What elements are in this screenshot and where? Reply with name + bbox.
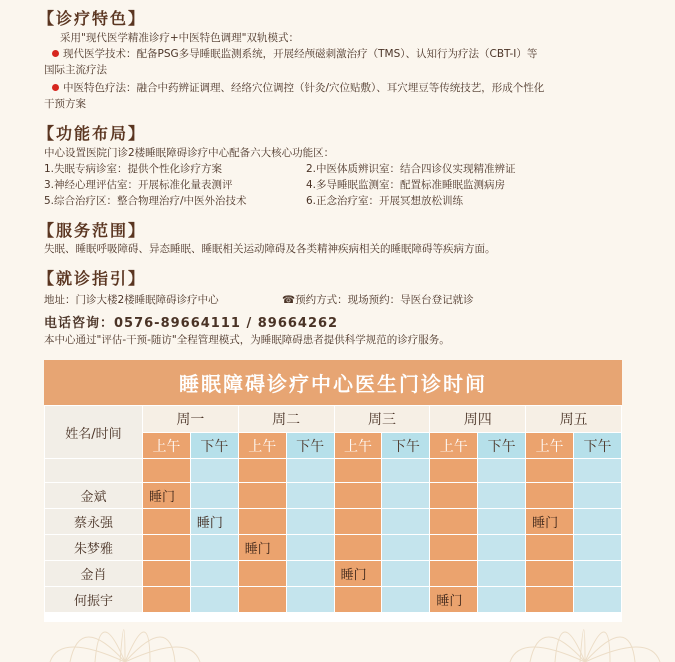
phone-text: 电话咨询：0576-89664111 / 89664262 <box>44 316 339 331</box>
slot-cell <box>286 459 334 483</box>
slot-cell <box>143 459 191 483</box>
booking-text: ☎预约方式：现场预约：导医台登记就诊 <box>282 294 474 306</box>
slot-cell: 睡门 <box>190 509 238 535</box>
slot-cell: 睡门 <box>430 587 478 613</box>
slot-cell <box>190 535 238 561</box>
slot-cell <box>430 459 478 483</box>
room-item: 1.失眠专病诊室：提供个性化诊疗方案 <box>44 163 223 175</box>
slot-cell <box>478 483 526 509</box>
slot-cell <box>382 509 430 535</box>
spacer-cell <box>45 459 143 483</box>
day-header: 周二 <box>238 406 334 433</box>
doctor-name: 蔡永强 <box>45 509 143 535</box>
slot-cell <box>574 509 622 535</box>
features-title: 【诊疗特色】 <box>38 9 147 28</box>
modern-medicine-line-cont: 国际主流疗法 <box>44 64 107 76</box>
doctor-name: 朱梦雅 <box>45 535 143 561</box>
slot-cell <box>478 561 526 587</box>
am-header: 上午 <box>430 433 478 459</box>
slot-cell <box>430 561 478 587</box>
slot-cell <box>574 459 622 483</box>
schedule-title: 睡眠障碍诊疗中心医生门诊时间 <box>44 360 622 405</box>
slot-cell <box>574 587 622 613</box>
am-header: 上午 <box>334 433 382 459</box>
layout-intro: 中心设置医院门诊2楼睡眠障碍诊疗中心配备六大核心功能区： <box>44 147 335 159</box>
slot-cell <box>382 561 430 587</box>
slot-cell <box>238 561 286 587</box>
slot-cell <box>526 535 574 561</box>
slot-cell <box>238 459 286 483</box>
room-item: 6.正念治疗室：开展冥想放松训练 <box>306 195 464 207</box>
slot-cell <box>430 535 478 561</box>
corner-header: 姓名/时间 <box>45 406 143 459</box>
day-header: 周三 <box>334 406 430 433</box>
slot-cell <box>478 459 526 483</box>
slot-cell <box>526 587 574 613</box>
slot-cell <box>143 561 191 587</box>
room-item: 2.中医体质辨识室：结合四诊仪实现精准辨证 <box>306 163 516 175</box>
schedule-table <box>44 360 622 622</box>
slot-cell <box>574 561 622 587</box>
slot-cell <box>286 587 334 613</box>
table-row <box>45 483 622 509</box>
slot-cell <box>238 587 286 613</box>
slot-cell: 睡门 <box>334 561 382 587</box>
scope-title: 【服务范围】 <box>38 221 147 240</box>
slot-cell <box>334 459 382 483</box>
slot-cell <box>334 483 382 509</box>
table-row <box>45 587 622 613</box>
slot-cell <box>286 535 334 561</box>
slot-cell <box>143 587 191 613</box>
modern-medicine-line: 现代医学技术：配备PSG多导睡眠监测系统，开展经颅磁刺激治疗（TMS）、认知行为疗法（CBT-I）等 <box>52 46 635 62</box>
slot-cell <box>382 459 430 483</box>
slot-cell <box>526 483 574 509</box>
slot-cell: 睡门 <box>526 509 574 535</box>
am-header: 上午 <box>526 433 574 459</box>
table-row <box>45 535 622 561</box>
table-row <box>45 561 622 587</box>
pm-header: 下午 <box>286 433 334 459</box>
slot-cell <box>334 587 382 613</box>
guide-note: 本中心通过"评估-干预-随访"全程管理模式，为睡眠障碍患者提供科学规范的诊疗服务。 <box>44 334 450 346</box>
slot-cell <box>430 509 478 535</box>
slot-cell <box>478 509 526 535</box>
slot-cell <box>143 535 191 561</box>
day-header: 周一 <box>143 406 239 433</box>
layout-title: 【功能布局】 <box>38 124 147 143</box>
pm-header: 下午 <box>478 433 526 459</box>
slot-cell: 睡门 <box>238 535 286 561</box>
slot-cell <box>526 459 574 483</box>
slot-cell <box>286 483 334 509</box>
day-header: 周四 <box>430 406 526 433</box>
slot-cell <box>190 587 238 613</box>
table-row <box>45 509 622 535</box>
bullet-icon <box>52 50 59 57</box>
features-intro: 采用"现代医学精准诊疗+中医特色调理"双轨模式： <box>60 32 299 44</box>
doctor-name: 金斌 <box>45 483 143 509</box>
slot-cell <box>334 509 382 535</box>
scope-text: 失眠、睡眠呼吸障碍、异态睡眠、睡眠相关运动障碍及各类精神疾病相关的睡眠障碍等疾病方面。 <box>44 243 496 255</box>
tcm-line-cont: 干预方案 <box>44 98 86 110</box>
schedule-grid <box>44 405 622 613</box>
slot-cell <box>334 535 382 561</box>
slot-cell: 睡门 <box>143 483 191 509</box>
slot-cell <box>526 561 574 587</box>
pm-header: 下午 <box>382 433 430 459</box>
tcm-line: 中医特色疗法：融合中药辨证调理、经络穴位调控（针灸/穴位贴敷）、耳穴埋豆等传统技艺，形成个性化 <box>52 80 635 96</box>
doctor-name: 金肖 <box>45 561 143 587</box>
slot-cell <box>190 561 238 587</box>
address-text: 地址：门诊大楼2楼睡眠障碍诊疗中心 <box>44 294 219 306</box>
slot-cell <box>382 535 430 561</box>
pm-header: 下午 <box>190 433 238 459</box>
doctor-name: 何振宇 <box>45 587 143 613</box>
slot-cell <box>382 483 430 509</box>
slot-cell <box>382 587 430 613</box>
pm-header: 下午 <box>574 433 622 459</box>
slot-cell <box>478 587 526 613</box>
slot-cell <box>238 483 286 509</box>
slot-cell <box>238 509 286 535</box>
room-item: 5.综合治疗区：整合物理治疗/中医外治技术 <box>44 195 247 207</box>
slot-cell <box>478 535 526 561</box>
room-item: 4.多导睡眠监测室：配置标准睡眠监测病房 <box>306 179 506 191</box>
room-item: 3.神经心理评估室：开展标准化量表测评 <box>44 179 233 191</box>
bullet-icon <box>52 84 59 91</box>
slot-cell <box>190 483 238 509</box>
slot-cell <box>574 535 622 561</box>
slot-cell <box>574 483 622 509</box>
am-header: 上午 <box>238 433 286 459</box>
room-list <box>44 161 634 209</box>
am-header: 上午 <box>143 433 191 459</box>
slot-cell <box>286 509 334 535</box>
slot-cell <box>143 509 191 535</box>
slot-cell <box>190 459 238 483</box>
guide-title: 【就诊指引】 <box>38 269 147 288</box>
slot-cell <box>430 483 478 509</box>
day-header: 周五 <box>526 406 622 433</box>
slot-cell <box>286 561 334 587</box>
